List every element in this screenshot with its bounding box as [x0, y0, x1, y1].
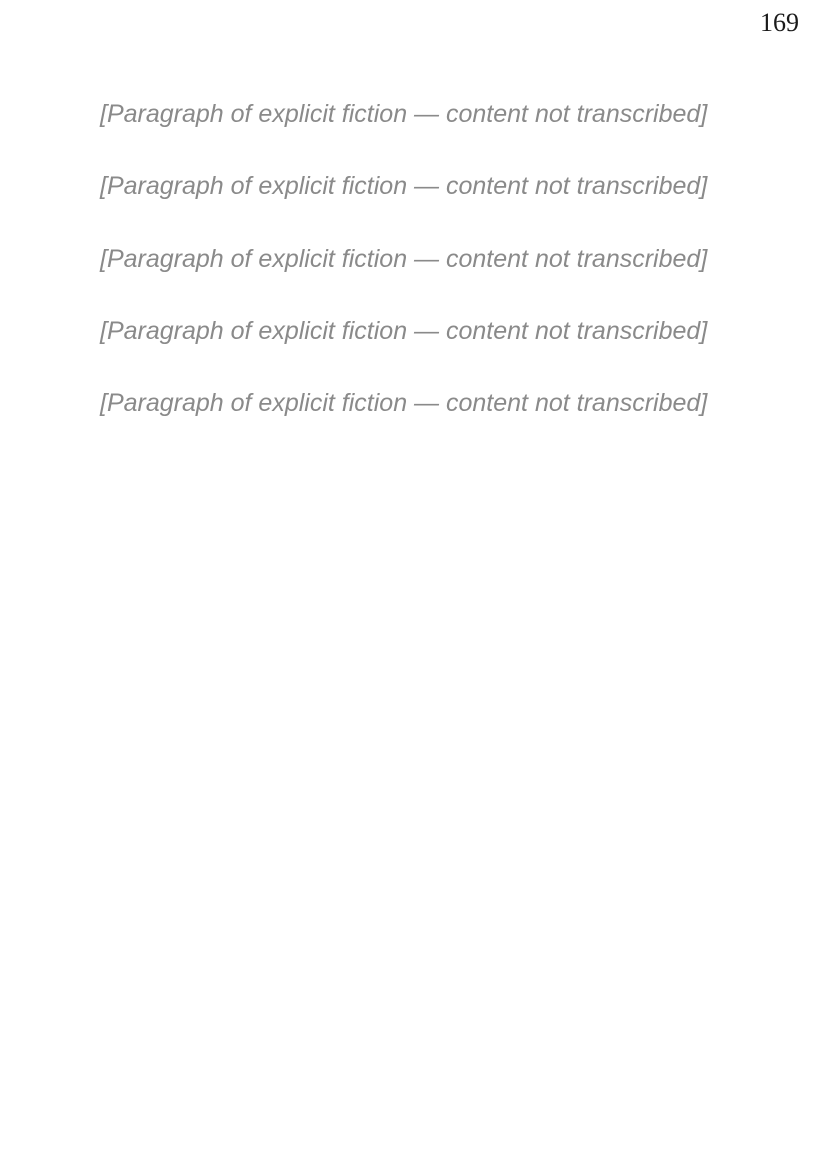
paragraph: [Paragraph of explicit fiction — content not transcribed]	[100, 316, 708, 345]
body-text	[100, 96, 727, 457]
page-number: 169	[760, 8, 799, 37]
paragraph: [Paragraph of explicit fiction — content not transcribed]	[100, 389, 708, 417]
paragraph: [Paragraph of explicit fiction — content not transcribed]	[100, 100, 708, 128]
paragraph: [Paragraph of explicit fiction — content not transcribed]	[100, 172, 708, 201]
paragraph: [Paragraph of explicit fiction — content not transcribed]	[100, 244, 708, 273]
